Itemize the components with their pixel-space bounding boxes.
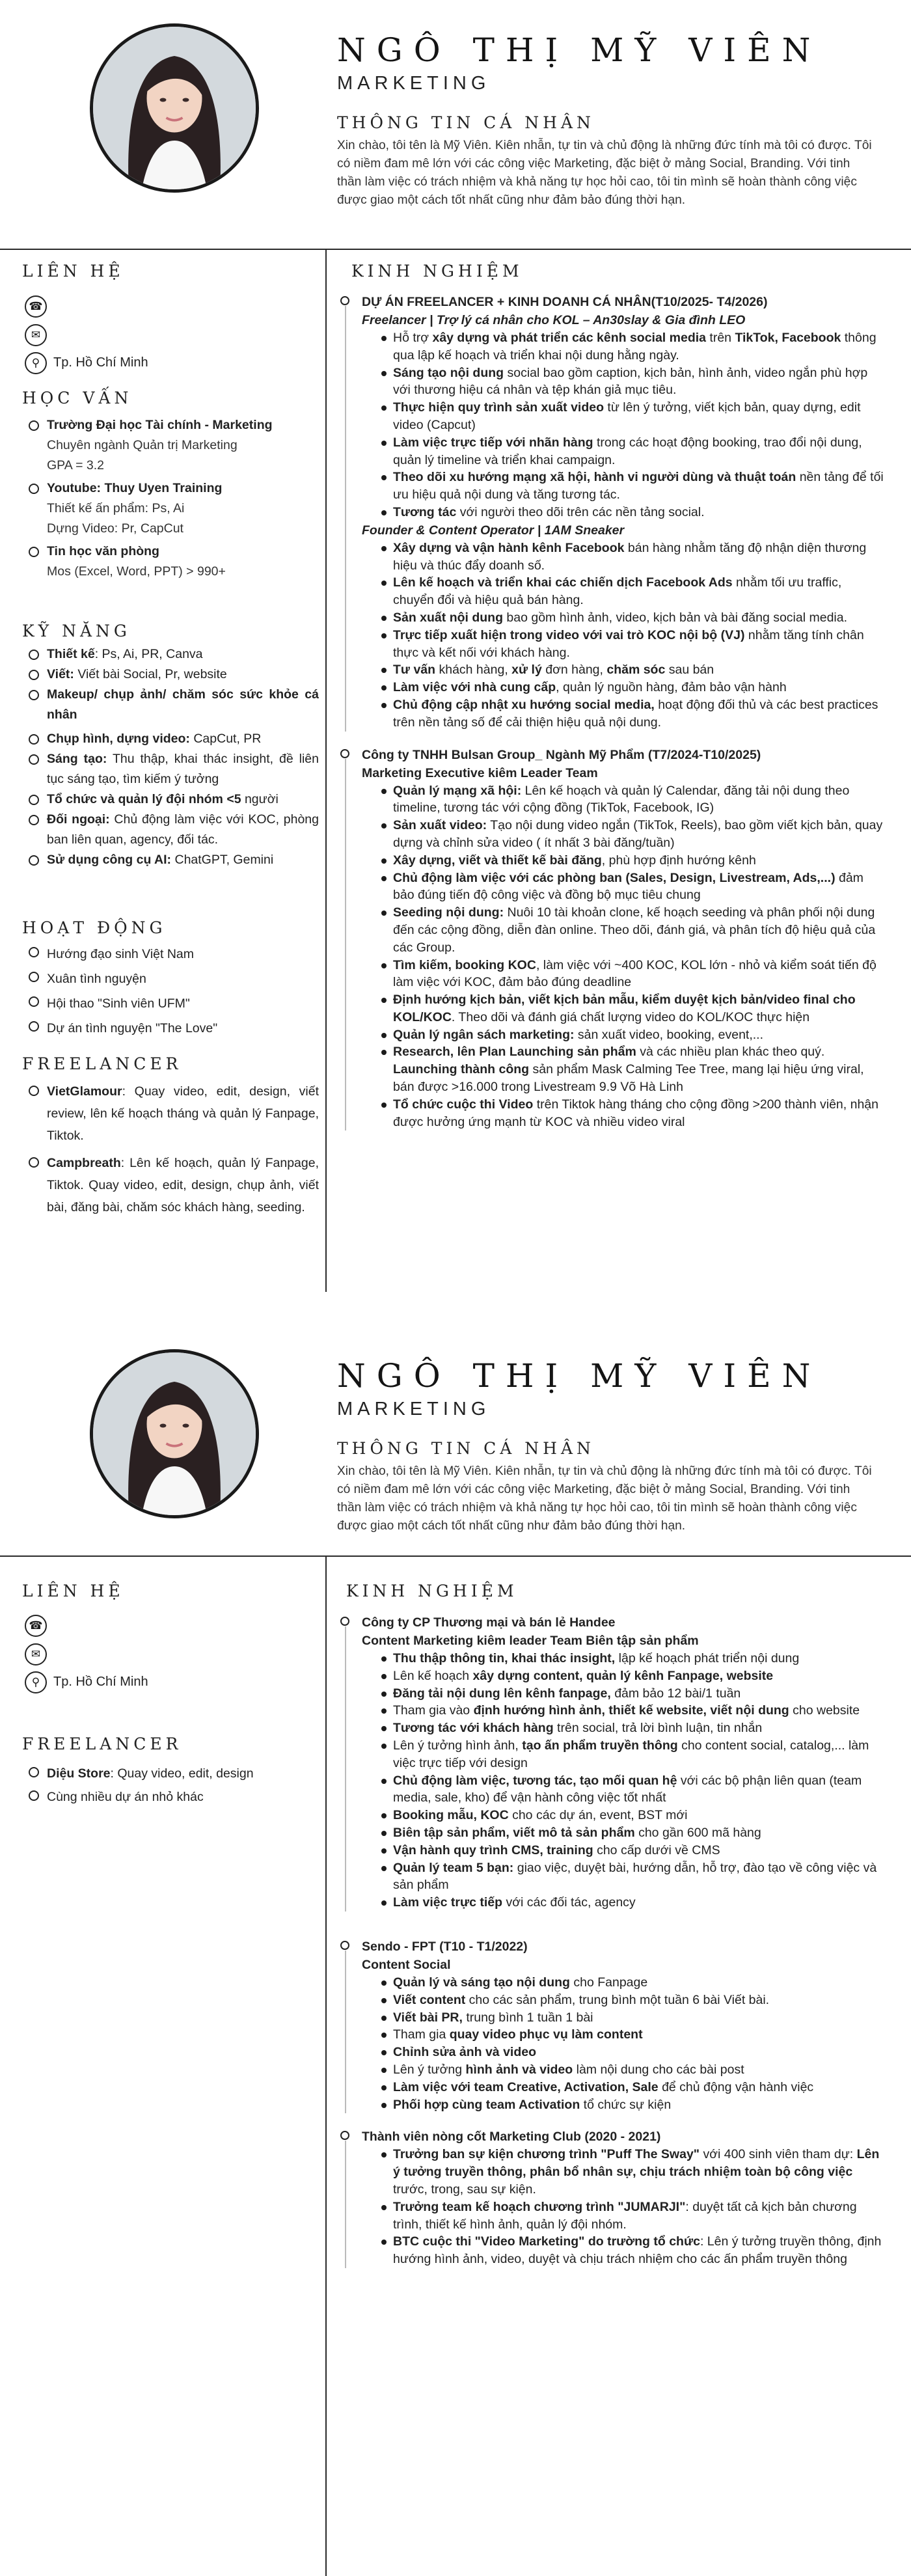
timeline-line [345,306,346,732]
timeline-line [345,759,346,1131]
job-title: Công ty CP Thương mại và bán lẻ Handee [362,1615,616,1630]
skill-item: Sáng tạo: Thu thập, khai thác insight, đề liên tục sáng tạo, tìm kiếm ý tưởng [25,749,319,789]
candidate-name: NGÔ THỊ MỸ VIÊN [337,1357,822,1395]
bullet-item: Viết bài PR, trung bình 1 tuần 1 bài [379,2009,885,2027]
bullet-item: Sản xuất nội dung bao gồm hình ảnh, video, kịch bản và bài đăng social media. [379,609,885,627]
activity-item: Hội thao "Sinh viên UFM" [25,991,319,1016]
education-detail: Dựng Video: Pr, CapCut [47,521,184,536]
activities-title: HOẠT ĐỘNG [22,918,167,937]
timeline-dot [340,1617,349,1626]
column-divider [325,249,327,1292]
profile-photo [90,1349,259,1518]
bullet-item: Research, lên Plan Launching sản phẩm và các nhiều plan khác theo quý. Launching thành công sản phẩm Mask Calming Tee Tree, mang lại hiệu ứng viral, bán được >16.000 trong Livestream 9.9 Võ Hà Linh [379,1043,885,1095]
job-subtitle: Content Marketing kiêm leader Team Biên tập sản phẩm [362,1634,699,1648]
phone-icon[interactable]: ☎ [25,295,47,318]
bullet-item: Xây dựng, viết và thiết kế bài đăng, phù hợp định hướng kênh [379,852,885,870]
skill-item: Makeup/ chụp ảnh/ chăm sóc sức khỏe cá nhân [25,685,319,725]
education-item: Tin học văn phòng [25,541,319,562]
timeline-dot [340,296,349,305]
bullet-item: Thu thập thông tin, khai thác insight, lập kế hoạch phát triển nội dung [379,1650,885,1667]
bullet-item: Làm việc với nhà cung cấp, quản lý nguồn hàng, đảm bảo vận hành [379,679,885,696]
bullet-item: Trưởng team kế hoạch chương trình "JUMARJI": duyệt tất cả kịch bản chương trình, thiết kế hình ảnh, quản lý đội nhóm. [379,2199,885,2234]
portrait-image [93,27,256,189]
timeline-dot [340,1941,349,1950]
bullet-item: Hỗ trợ xây dựng và phát triển các kênh social media trên TikTok, Facebook thông qua lập kế hoạch và triển khai nội dung hằng ngày. [379,329,885,364]
bullet-item: BTC cuộc thi "Video Marketing" do trường tổ chức: Lên ý tưởng truyền thông, định hướng hình ảnh, video, duyệt và chịu trách nhiệm cho các ấn phẩm truyền thông [379,2233,885,2268]
job-subtitle: Freelancer | Trợ lý cá nhân cho KOL – An30slay & Gia đình LEO [362,313,746,327]
bullet-item: Tìm kiếm, booking KOC, làm việc với ~400 KOC, KOL lớn - nhỏ và kiểm soát tiến độ làm việc với KOC, đảm bảo đúng deadline [379,957,885,992]
experience-title: KINH NGHIỆM [351,262,523,281]
resume-page-2 [0,1292,911,2576]
bullet-item: Làm việc với team Creative, Activation, Sale để chủ động vận hành việc [379,2079,885,2096]
job-bullets [362,540,885,732]
bullet-item: Vận hành quy trình CMS, training cho cấp dưới về CMS [379,1842,885,1859]
bullet-item: Chủ động cập nhật xu hướng social media, hoạt động đối thủ và các best practices trên nền tảng số để cải thiện hiệu quả nội dung. [379,696,885,732]
location-icon: ⚲ [25,352,47,374]
education-title: HỌC VẤN [22,389,133,407]
skill-item: Thiết kế: Ps, Ai, PR, Canva [25,644,319,665]
bullet-item: Tổ chức cuộc thi Video trên Tiktok hàng tháng cho cộng đồng >200 thành viên, nhận được hưởng ứng mạnh từ KOC và nhiều video viral [379,1096,885,1131]
timeline-dot [340,2131,349,2140]
location-text: Tp. Hồ Chí Minh [53,1675,148,1689]
timeline-line [345,2141,346,2268]
job-subtitle: Marketing Executive kiêm Leader Team [362,765,598,780]
timeline-dot [340,749,349,758]
experience-entry [346,1613,885,1911]
profile-photo [90,23,259,193]
job-subtitle: Founder & Content Operator | 1AM Sneaker [362,523,625,538]
bullet-item: Lên kế hoạch và triển khai các chiến dịch Facebook Ads nhằm tối ưu traffic, chuyển đổi và hiệu quả bán hàng. [379,574,885,609]
bullet-item: Chỉnh sửa ảnh và video [379,2044,885,2061]
phone-icon[interactable]: ☎ [25,1615,47,1637]
info-section-text: Xin chào, tôi tên là Mỹ Viên. Kiên nhẫn, tự tin và chủ động là những đức tính mà tôi có được. Tôi có niềm đam mê lớn với các công việc Marketing, đặc biệt ở mảng Social, Branding. Với tinh thần làm việc có trách nhiệm và khả năng tự học hỏi cao, tôi tin mình sẽ hoàn thành công việc được giao một cách tốt nhất cũng như đảm bảo đúng thời hạn. [337,1464,872,1533]
activity-item: Xuân tình nguyện [25,966,319,991]
skills-title: KỸ NĂNG [22,622,131,640]
bullet-item: Lên ý tưởng hình ảnh và video làm nội dung cho các bài post [379,2061,885,2079]
skill-item: Viết: Viết bài Social, Pr, website [25,665,319,685]
bullet-item: Sản xuất video: Tạo nội dung video ngắn (TikTok, Reels), bao gồm viết kịch bản, quay dựng và chỉnh sửa video ( ít nhất 3 bài đăng/tuần) [379,817,885,852]
info-section-text: Xin chào, tôi tên là Mỹ Viên. Kiên nhẫn, tự tin và chủ động là những đức tính mà tôi có được. Tôi có niềm đam mê lớn với các công việc Marketing, đặc biệt ở mảng Social, Branding. Với tinh thần làm việc có trách nhiệm và khả năng tự học hỏi cao, tôi tin mình sẽ hoàn thành công việc được giao một cách tốt nhất cũng như đảm bảo đúng thời hạn. [337,139,872,207]
location-text: Tp. Hồ Chí Minh [53,355,148,370]
bullet-item: Tham gia quay video phục vụ làm content [379,2026,885,2044]
job-title: DỰ ÁN FREELANCER + KINH DOANH CÁ NHÂN(T10/2025- T4/2026) [362,295,768,309]
freelancer-item: VietGlamour: Quay video, edit, design, viết review, lên kế hoạch tháng và quản lý Fanpage, Tiktok. [25,1080,319,1147]
bullet-item: Chủ động làm việc, tương tác, tạo mối quan hệ với các bộ phận liên quan (team media, sale, kho) để vận hành công việc tốt nhất [379,1772,885,1807]
bullet-item: Thực hiện quy trình sản xuất video từ lên ý tưởng, viết kịch bản, quay dựng, edit video (Capcut) [379,399,885,434]
bullet-item: Định hướng kịch bản, viết kịch bản mẫu, kiểm duyệt kịch bản/video final cho KOL/KOC. Theo dõi và đánh giá chất lượng video do KOL/KOC thực hiện [379,991,885,1026]
experience-list [346,1613,885,2268]
timeline-line [345,1626,346,1911]
job-title: Công ty TNHH Bulsan Group_ Ngành Mỹ Phẩm (T7/2024-T10/2025) [362,747,761,762]
experience-title: KINH NGHIỆM [346,1582,518,1600]
job-bullets [362,2146,885,2268]
experience-list [346,293,885,1130]
bullet-item: Trưởng ban sự kiện chương trình "Puff The Sway" với 400 sinh viên tham dự: Lên ý tưởng truyền thông, phân bổ nhân sự, chịu trách nhiệm toàn bộ công việc trước, trong, sau sự kiện. [379,2146,885,2198]
bullet-item: Quản lý và sáng tạo nội dung cho Fanpage [379,1974,885,1992]
job-bullets [362,1974,885,2113]
bullet-item: Lên ý tưởng hình ảnh, tạo ấn phẩm truyền thông cho content social, catalog,... làm việc trực tiếp với design [379,1737,885,1772]
skill-item: Tổ chức và quản lý đội nhóm <5 người [25,789,319,810]
education-item: Trường Đại học Tài chính - Marketing [25,415,319,435]
skill-item: Chụp hình, dựng video: CapCut, PR [25,729,319,749]
bullet-item: Theo dõi xu hướng mạng xã hội, hành vi người dùng và thuật toán nền tảng để tối ưu hiệu quả nội dung và tăng tương tác. [379,469,885,504]
experience-entry [346,746,885,1131]
contact-title: LIÊN HỆ [22,262,124,281]
info-section-title: THÔNG TIN CÁ NHÂN [337,113,595,132]
activities-list [25,942,319,1041]
job-bullets [362,1650,885,1911]
activity-item: Hướng đạo sinh Việt Nam [25,942,319,966]
education-item: Youtube: Thuy Uyen Training [25,478,319,499]
freelancer-title: FREELANCER [22,1054,182,1073]
experience-entry [346,293,885,732]
column-divider [325,1555,327,2576]
education-list [25,415,319,582]
bullet-item: Làm việc trực tiếp với các đối tác, agency [379,1894,885,1911]
bullet-item: Booking mẫu, KOC cho các dự án, event, BST mới [379,1807,885,1824]
skill-item: Sử dụng công cụ AI: ChatGPT, Gemini [25,850,319,870]
freelancer-item: Campbreath: Lên kế hoạch, quản lý Fanpage, Tiktok. Quay video, edit, design, chụp ảnh, viết bài, đăng bài, chăm sóc khách hàng, seeding. [25,1152,319,1218]
activity-item: Dự án tình nguyện "The Love" [25,1016,319,1041]
timeline-line [345,1951,346,2113]
experience-entry [346,1938,885,2113]
bullet-item: Đăng tải nội dung lên kênh fanpage, đảm bảo 12 bài/1 tuần [379,1685,885,1703]
bullet-item: Chủ động làm việc với các phòng ban (Sales, Design, Livestream, Ads,...) đảm bảo đúng tiến độ công việc và đồng bộ mục tiêu chung [379,870,885,905]
experience-entry [346,2128,885,2268]
job-title: Thành viên nòng cốt Marketing Club (2020 - 2021) [362,2130,661,2144]
bullet-item: Lên kế hoạch xây dựng content, quản lý kênh Fanpage, website [379,1667,885,1685]
education-detail: GPA = 3.2 [47,458,104,473]
contact-title: LIÊN HỆ [22,1582,124,1600]
header-divider [0,249,911,250]
education-detail: Mos (Excel, Word, PPT) > 990+ [47,564,226,579]
freelancer-item: Diệu Store: Quay video, edit, design [25,1762,319,1785]
email-icon[interactable]: ✉ [25,1643,47,1665]
skills-list [25,644,319,870]
bullet-item: Seeding nội dung: Nuôi 10 tài khoản clone, kế hoạch seeding và phân phối nội dung đến các cộng đồng, diễn đàn online. Theo dõi, đánh giá, và phân tích độ hiệu quả của các Group. [379,904,885,956]
bullet-item: Tương tác với khách hàng trên social, trả lời bình luận, tin nhắn [379,1720,885,1737]
freelancer-list [25,1762,319,1809]
bullet-item: Trực tiếp xuất hiện trong video với vai trò KOC nội bộ (VJ) nhằm tăng tính chân thực và kết nối với khách hàng. [379,627,885,662]
freelancer-title: FREELANCER [22,1734,182,1753]
bullet-item: Quản lý ngân sách marketing: sản xuất video, booking, event,... [379,1026,885,1044]
freelancer-item: Cùng nhiều dự án nhỏ khác [25,1785,319,1809]
bullet-item: Biên tập sản phẩm, viết mô tả sản phẩm cho gần 600 mã hàng [379,1824,885,1842]
header-divider [0,1555,911,1557]
bullet-item: Sáng tạo nội dung social bao gồm caption, kịch bản, hình ảnh, video ngắn phù hợp với thương hiệu cá nhân và tệp khán giả mục tiêu. [379,364,885,400]
candidate-name: NGÔ THỊ MỸ VIÊN [337,31,822,69]
candidate-role: MARKETING [337,73,491,94]
bullet-item: Tương tác với người theo dõi trên các nền tảng social. [379,504,885,521]
freelancer-list [25,1080,319,1218]
education-detail: Chuyên ngành Quản trị Marketing [47,438,238,452]
skill-item: Đối ngoại: Chủ động làm việc với KOC, phòng ban liên quan, agency, đối tác. [25,810,319,850]
job-bullets [362,782,885,1131]
location-icon: ⚲ [25,1671,47,1693]
info-section-title: THÔNG TIN CÁ NHÂN [337,1439,595,1458]
email-icon[interactable]: ✉ [25,324,47,346]
bullet-item: Phối hợp cùng team Activation tổ chức sự kiện [379,2096,885,2114]
bullet-item: Xây dựng và vận hành kênh Facebook bán hàng nhằm tăng độ nhận diện thương hiệu và thúc đẩy doanh số. [379,540,885,575]
bullet-item: Viết content cho các sản phẩm, trung bình một tuần 6 bài Viết bài. [379,1992,885,2009]
bullet-item: Quản lý mạng xã hội: Lên kế hoạch và quản lý Calendar, đăng tải nội dung theo timeline, tương tác với cộng đồng (TikTok, Facebook, IG) [379,782,885,817]
bullet-item: Tư vấn khách hàng, xử lý đơn hàng, chăm sóc sau bán [379,661,885,679]
job-title: Sendo - FPT (T10 - T1/2022) [362,1939,528,1954]
candidate-role: MARKETING [337,1399,491,1419]
job-bullets [362,329,885,521]
bullet-item: Làm việc trực tiếp với nhãn hàng trong các hoạt động booking, trao đổi nội dung, quản lý timeline và triển khai campaign. [379,434,885,469]
education-detail: Thiết kế ấn phẩm: Ps, Ai [47,501,185,515]
job-subtitle: Content Social [362,1957,451,1972]
portrait-image [93,1352,256,1515]
bullet-item: Quản lý team 5 bạn: giao việc, duyệt bài, hướng dẫn, hỗ trợ, đào tạo về công việc và sản phẩm [379,1859,885,1895]
bullet-item: Tham gia vào định hướng hình ảnh, thiết kế website, viết nội dung cho website [379,1702,885,1720]
